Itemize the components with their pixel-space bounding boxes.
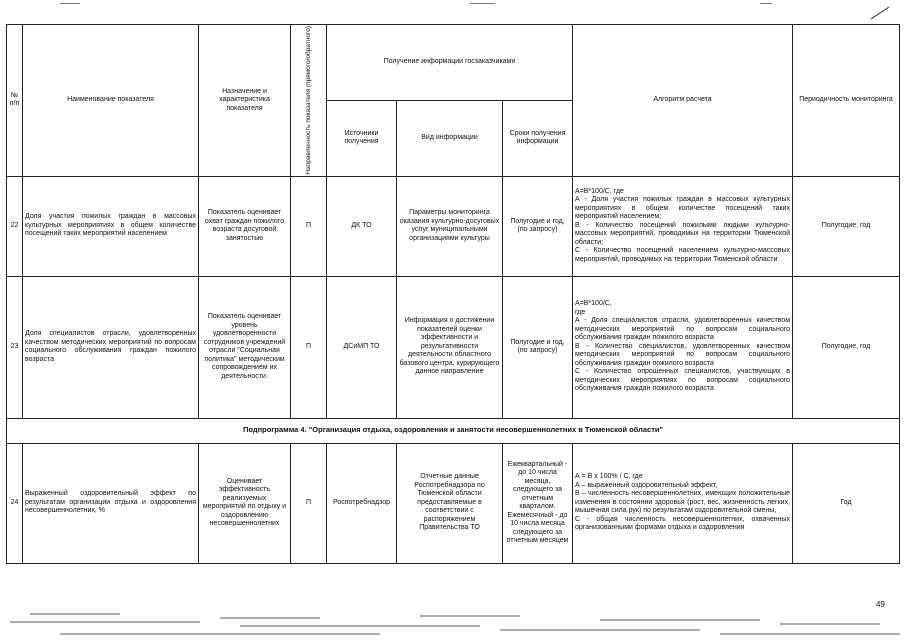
col-num-header: № п/п	[7, 25, 23, 177]
algorithm-line: где	[575, 308, 586, 316]
row-source: ДК ТО	[327, 176, 397, 276]
algorithm-line: А - Доля специалистов отрасли, удовлетворенных качеством методических мероприятий по вопросам социального обслуживания граждан пожилого возраста	[575, 317, 791, 342]
row-name: Доля участия пожилых граждан в массовых культурных мероприятиях в общем количестве посещений таких мероприятий населением	[23, 176, 199, 276]
col-algorithm-header: Алгоритм расчета	[573, 25, 793, 177]
row-purpose: Оценивает эффективность реализуемых мероприятий по отдыху и оздоровлению несовершеннолетних	[199, 443, 291, 563]
row-source: Роспотребнадзор	[327, 443, 397, 563]
col-purpose-header: Назначение и характеристика показателя	[199, 25, 291, 177]
row-name: Доля специалистов отрасли, удовлетворенных качеством методических мероприятий по вопросам социального обслуживания граждан пожилого возраста	[23, 276, 199, 418]
col-terms-header: Сроки получения информации	[503, 100, 573, 176]
row-info-type: Информация о достижении показателей оценки эффективности и результативности деятельности областного базового центра, курирующего данное направление	[397, 276, 503, 418]
col-sources-header: Источники получения	[327, 100, 397, 176]
row-algorithm	[573, 276, 793, 418]
page-number: 49	[876, 600, 885, 609]
row-num: 22	[7, 176, 23, 276]
algorithm-line: А=В*100/С, где	[575, 187, 624, 195]
algorithm-line: В - Количество посещений пожилыми людьми культурно-массовых мероприятий, проводимых на территории Тюменской области;	[575, 221, 791, 246]
algorithm-line: В - Количество специалистов, удовлетворенных качеством методических мероприятий по вопросам социального обслуживания граждан пожилого возраста	[575, 342, 791, 367]
scan-artifact	[60, 3, 80, 4]
scan-noise-footer	[0, 604, 905, 640]
row-periodicity: Полугодие, год	[793, 176, 900, 276]
col-periodicity-header: Периодичность мониторинга	[793, 25, 900, 177]
pen-mark	[870, 6, 890, 20]
row-direction: П	[291, 443, 327, 563]
row-direction: П	[291, 176, 327, 276]
row-source: ДСиМП ТО	[327, 276, 397, 418]
indicators-table	[6, 24, 900, 564]
algorithm-line: С - Количество опрошенных специалистов, участвующих в методических мероприятиях по вопросам социального обслуживания граждан пожилого возраста	[575, 368, 791, 393]
row-terms: Ежеквартальный - до 10 числа месяца, следующего за отчетным кварталом. Ежемесячный - до 10 числа месяца следующего за отчетным месяцем	[503, 443, 573, 563]
table-row	[7, 176, 900, 276]
row-direction: П	[291, 276, 327, 418]
row-terms: Полугодие и год, (по запросу)	[503, 276, 573, 418]
row-num: 23	[7, 276, 23, 418]
algorithm-line: А=В*100/С,	[575, 300, 612, 308]
col-name-header: Наименование показателя	[23, 25, 199, 177]
row-terms: Полугодие и год, (по запросу)	[503, 176, 573, 276]
algorithm-line: С - общая численность несовершеннолетних, охваченных организованными формами отдыха и оздоровления	[575, 515, 791, 532]
row-info-type: Отчетные данные Роспотребнадзора по Тюменской области предоставляемые в соответствии с распоряжением Правительства ТО	[397, 443, 503, 563]
algorithm-line: А = В х 100% / С, где	[575, 473, 643, 481]
algorithm-line: В – численность несовершеннолетних, имеющих положительные изменения в состоянии здоровья (рост, вес, жизненность легких, мышечная сила рук) по результатам оздоровительной смены,	[575, 490, 791, 515]
col-info-type-header: Вид информации	[397, 100, 503, 176]
row-num: 24	[7, 443, 23, 563]
row-periodicity: Год	[793, 443, 900, 563]
subprogram-row	[7, 418, 900, 443]
table-row	[7, 276, 900, 418]
algorithm-line: А - Доля участия пожилых граждан в массовых культурных мероприятиях в общем количестве посещений таких мероприятий населением;	[575, 196, 791, 221]
row-algorithm	[573, 443, 793, 563]
col-direction-header	[291, 25, 327, 177]
header-row-1	[7, 25, 900, 101]
scan-artifact	[760, 3, 772, 4]
row-purpose: Показатель оценивает охват граждан пожилого возраста досуговой занятостью	[199, 176, 291, 276]
row-info-type: Параметры мониторинга оказания культурно-досуговых услуг муниципальными организациями культуры	[397, 176, 503, 276]
info-group-header: Получение информации госзаказчиками	[327, 25, 573, 101]
row-algorithm	[573, 176, 793, 276]
algorithm-line: А – выраженный оздоровительный эффект,	[575, 481, 718, 489]
algorithm-line: С - Количество посещений населением культурно-массовых мероприятий, проводимых на территории Тюменской области	[575, 247, 791, 263]
row-purpose: Показатель оценивает уровень удовлетворенности сотрудников учреждений отрасли "Социальная политика" методическим сопровождением их деятельности.	[199, 276, 291, 418]
row-name: Выраженный оздоровительный эффект по результатам организации отдыха и оздоровления несовершеннолетних, %	[23, 443, 199, 563]
table-row	[7, 443, 900, 563]
direction-header-text: Направленность показателя (прямого/обратного)	[304, 26, 312, 175]
row-periodicity: Полугодие, год	[793, 276, 900, 418]
scan-artifact	[470, 3, 495, 4]
subprogram-title: Подпрограмма 4. "Организация отдыха, оздоровления и занятости несовершеннолетних в Тюменской области"	[7, 418, 900, 443]
